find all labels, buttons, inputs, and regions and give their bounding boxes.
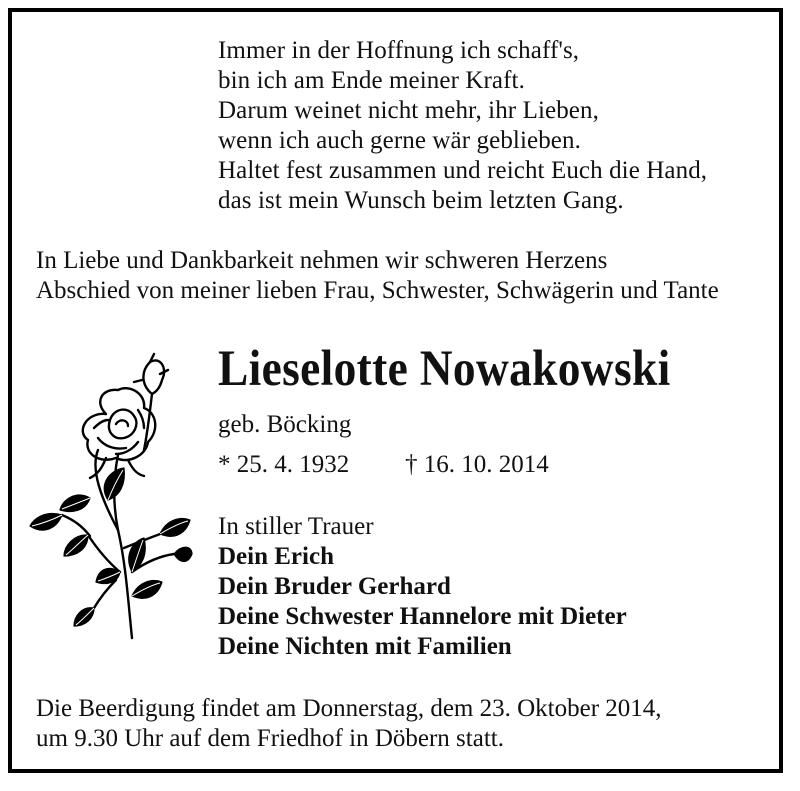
mourning-heading: In stiller Trauer	[218, 513, 374, 540]
poem-line: bin ich am Ende meiner Kraft.	[218, 67, 525, 94]
mourner-name: Dein Erich	[218, 543, 334, 570]
mourners	[218, 512, 627, 662]
funeral-line: um 9.30 Uhr auf dem Friedhof in Döbern statt.	[36, 725, 504, 752]
poem-line: Darum weinet nicht mehr, ihr Lieben,	[218, 97, 599, 124]
poem-line: das ist mein Wunsch beim letzten Gang.	[218, 187, 624, 214]
rose-illustration-icon	[28, 350, 193, 650]
death-date: † 16. 10. 2014	[405, 451, 549, 478]
birth-date: * 25. 4. 1932	[218, 451, 350, 478]
intro-text	[36, 246, 719, 306]
intro-line: Abschied von meiner lieben Frau, Schwester, Schwägerin und Tante	[36, 277, 719, 304]
mourner-name: Deine Schwester Hannelore mit Dieter	[218, 603, 627, 630]
life-dates	[218, 450, 549, 480]
birth-name: geb. Böcking	[218, 411, 352, 438]
poem-line: wenn ich auch gerne wär geblieben.	[218, 127, 581, 154]
deceased-name: Lieselotte Nowakowski	[218, 341, 671, 397]
funeral-notice	[36, 694, 662, 754]
poem-line: Haltet fest zusammen und reicht Euch die Hand,	[218, 157, 708, 184]
funeral-line: Die Beerdigung findet am Donnerstag, dem 23. Oktober 2014,	[36, 695, 662, 722]
mourner-name: Dein Bruder Gerhard	[218, 573, 451, 600]
poem-line: Immer in der Hoffnung ich schaff's,	[218, 37, 580, 64]
mourner-name: Deine Nichten mit Familien	[218, 633, 512, 660]
poem	[218, 36, 707, 216]
intro-line: In Liebe und Dankbarkeit nehmen wir schweren Herzens	[36, 247, 608, 274]
